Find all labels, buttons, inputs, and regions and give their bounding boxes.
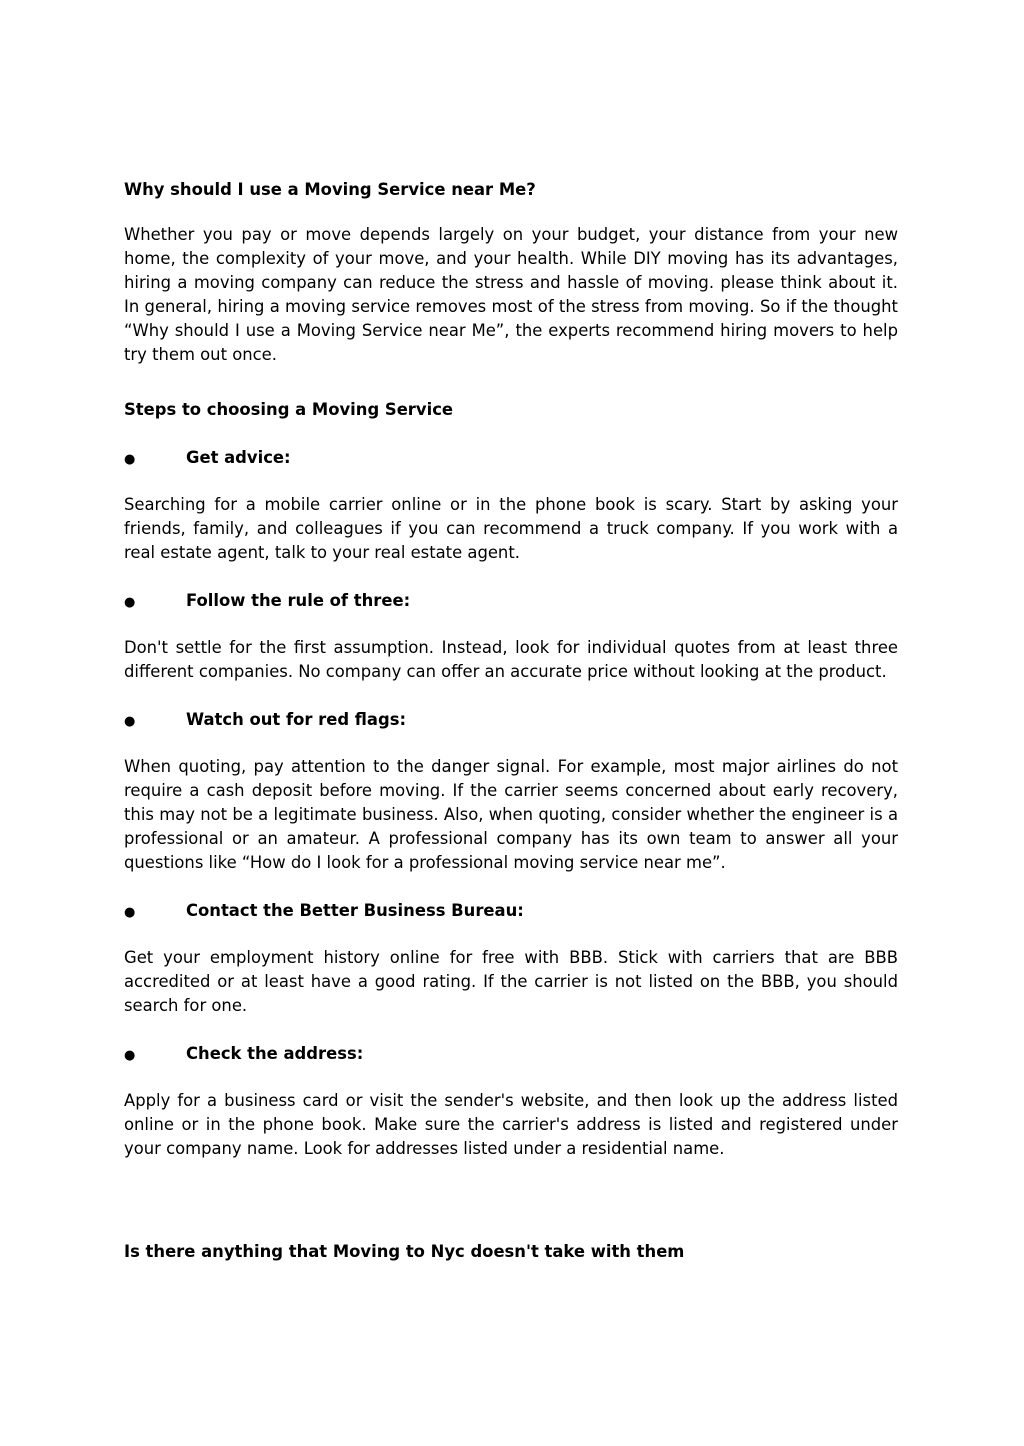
bullet-icon: ●	[124, 595, 136, 610]
step-paragraph: Searching for a mobile carrier online or in the phone book is scary. Start by asking your friends, family, and colleagues if you can recommend a truck company. If you work with a real estate agent, talk to your real estate agent.	[124, 495, 898, 562]
step-bullet-better-business-bureau	[124, 899, 898, 925]
step-title: Follow the rule of three:	[186, 591, 411, 610]
bullet-icon: ●	[124, 714, 136, 729]
step-paragraph: Apply for a business card or visit the sender's website, and then look up the address listed online or in the phone book. Make sure the carrier's address is listed and registered under your company name. Look for addresses listed under a residential name.	[124, 1091, 898, 1158]
step-bullet-red-flags	[124, 708, 898, 734]
section-heading-why-use-moving-service: Why should I use a Moving Service near Me?	[124, 180, 536, 199]
step-paragraph: Don't settle for the first assumption. Instead, look for individual quotes from at least three different companies. No company can offer an accurate price without looking at the product.	[124, 638, 898, 681]
step-title: Watch out for red flags:	[186, 710, 407, 729]
section-heading-steps: Steps to choosing a Moving Service	[124, 400, 454, 419]
step-title: Contact the Better Business Bureau:	[186, 901, 524, 920]
bullet-icon: ●	[124, 905, 136, 920]
document-page	[124, 178, 898, 1264]
step-paragraph: Get your employment history online for free with BBB. Stick with carriers that are BBB accredited or at least have a good rating. If the carrier is not listed on the BBB, you should search for one.	[124, 948, 898, 1015]
bullet-icon: ●	[124, 452, 136, 467]
intro-paragraph: Whether you pay or move depends largely on your budget, your distance from your new home, the complexity of your move, and your health. While DIY moving has its advantages, hiring a moving company can reduce the stress and hassle of moving. please think about it. In general, hiring a moving service removes most of the stress from moving. So if the thought “Why should I use a Moving Service near Me”, the experts recommend hiring movers to help try them out once.	[124, 225, 898, 364]
step-paragraph: When quoting, pay attention to the danger signal. For example, most major airlines do not require a cash deposit before moving. If the carrier seems concerned about early recovery, this may not be a legitimate business. Also, when quoting, consider whether the engineer is a professional or an amateur. A professional company has its own team to answer all your questions like “How do I look for a professional moving service near me”.	[124, 757, 898, 872]
bullet-icon: ●	[124, 1048, 136, 1063]
section-heading-moving-to-nyc: Is there anything that Moving to Nyc doesn't take with them	[124, 1242, 685, 1261]
step-bullet-check-address	[124, 1042, 898, 1068]
step-title: Get advice:	[186, 448, 291, 467]
step-bullet-get-advice	[124, 446, 898, 472]
step-bullet-rule-of-three	[124, 589, 898, 615]
step-title: Check the address:	[186, 1044, 364, 1063]
